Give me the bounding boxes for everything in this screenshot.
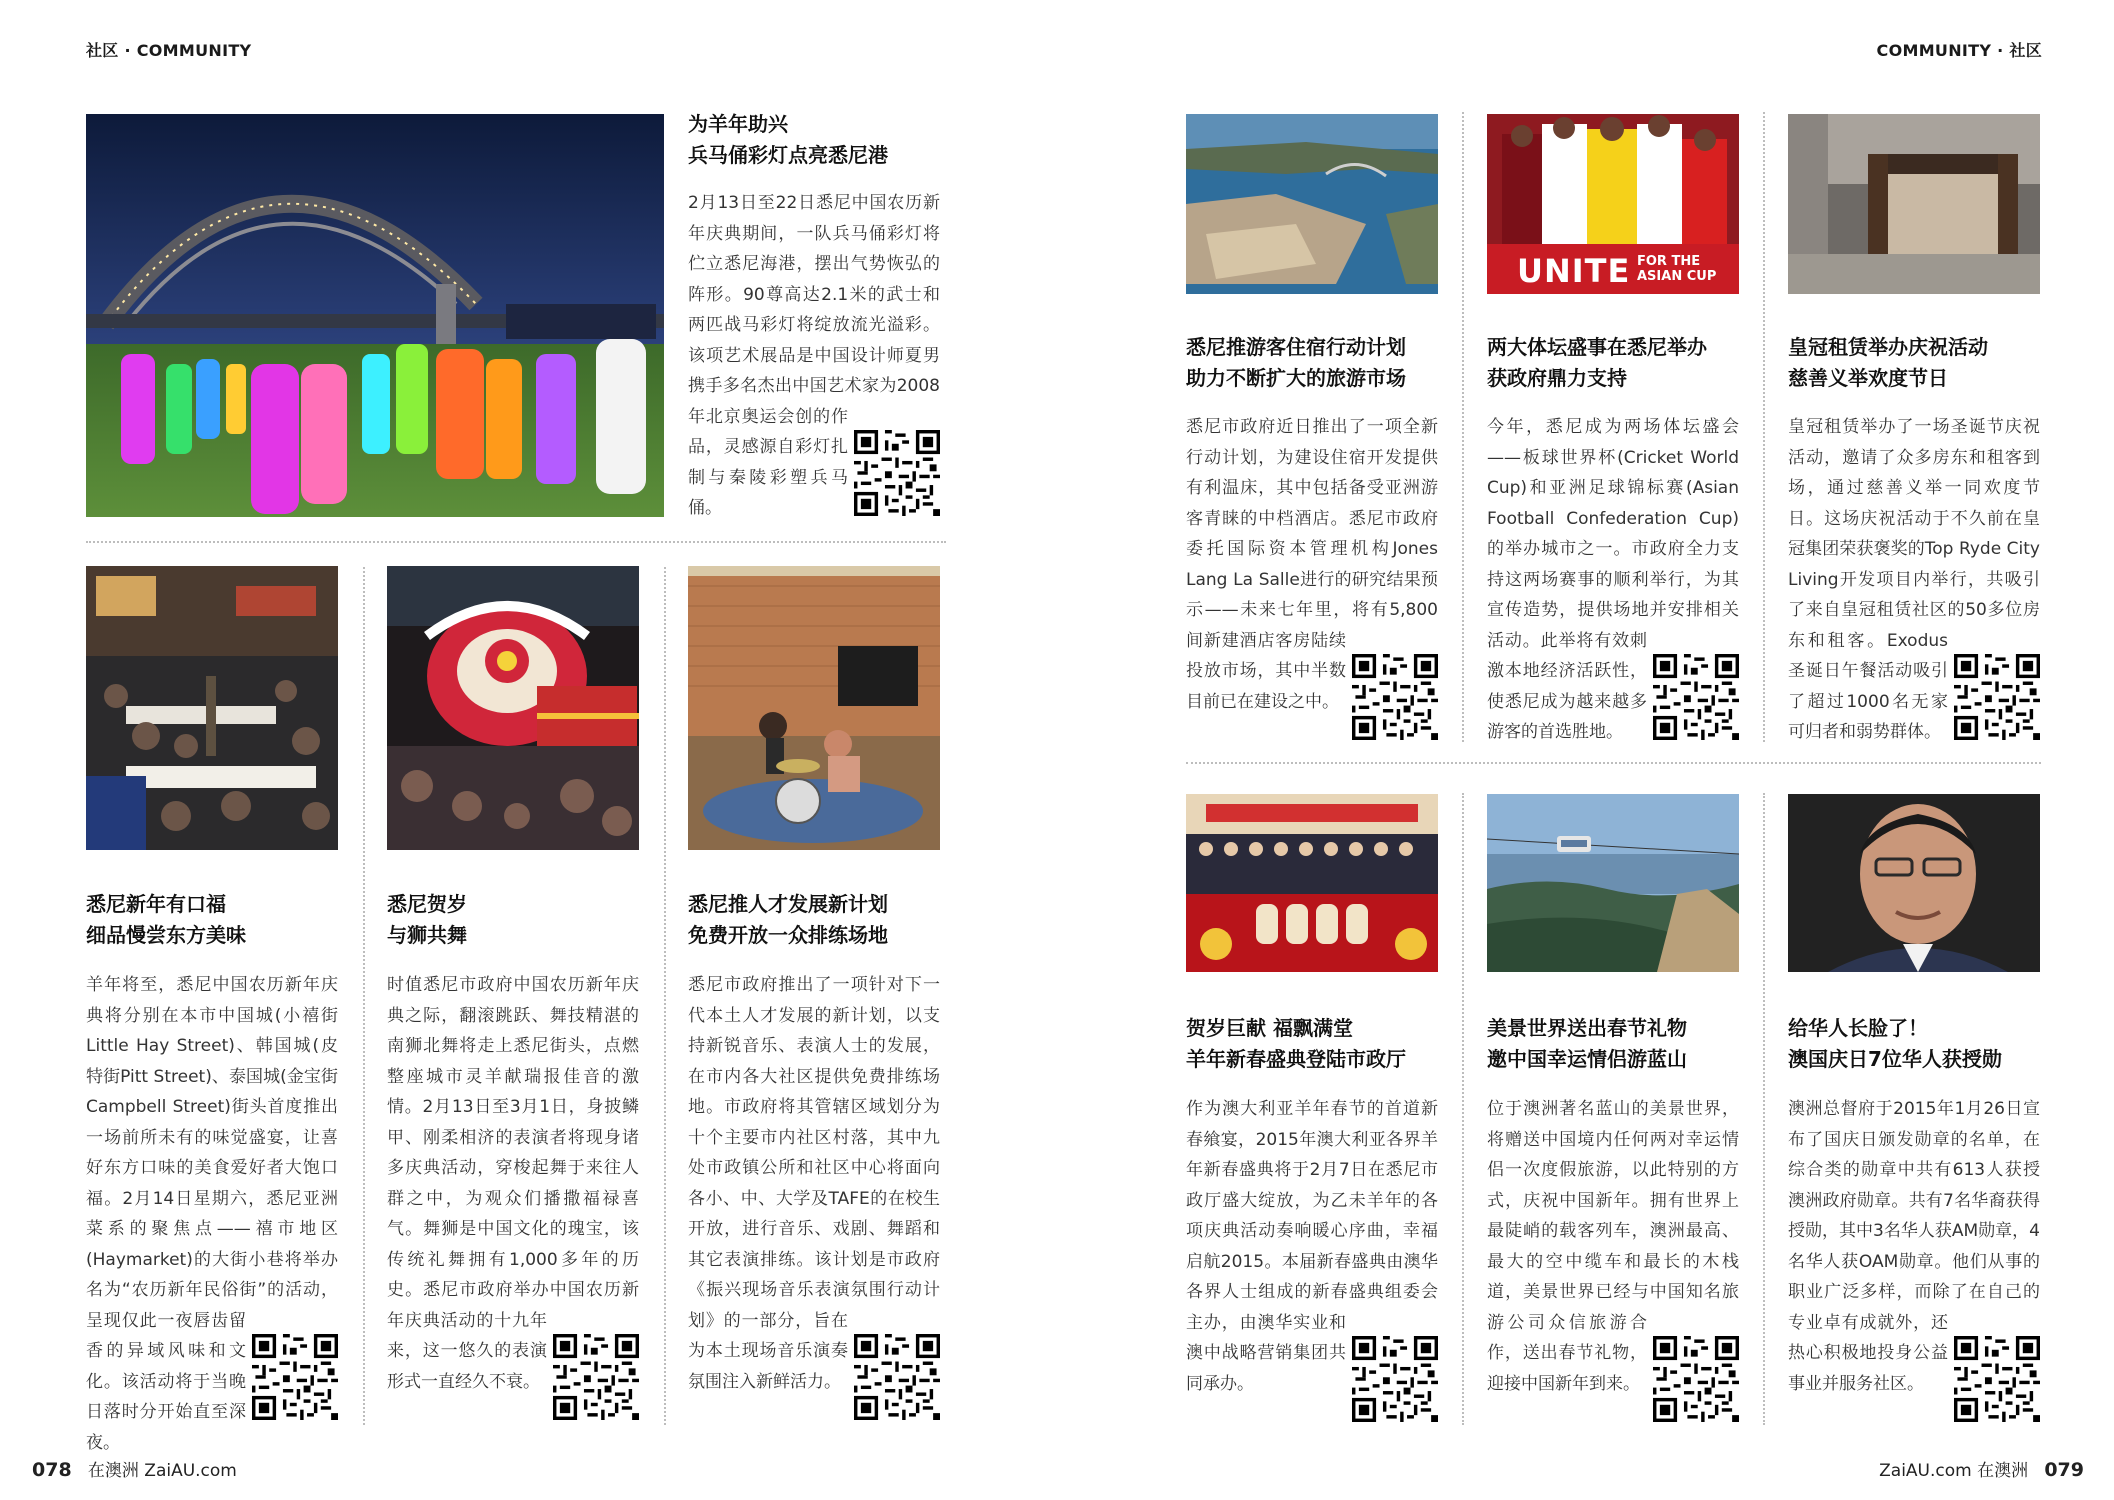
- qr-code-icon[interactable]: [1954, 654, 2040, 740]
- footer-site-text: ZaiAU.com 在澳洲: [1879, 1461, 2029, 1481]
- article-body-text: 时值悉尼市政府中国农历新年庆典之际，翻滚跳跃、舞技精湛的南狮北舞将走上悉尼街头，点燃整座城市灵羊献瑞报佳音的激情。2月13日至3月1日，身披鳞甲、刚柔相济的表演者将现身诸多庆典活动，穿梭起舞于来往人群之中，为观众们播撒福禄喜气。舞狮是中国文化的瑰宝，该传统礼舞拥有1,000多年的历史。悉尼市政府举办中国农历新年庆典活动的十九年来，这一悠久的表演形式一直经久不衰。: [387, 975, 639, 1392]
- article-body: [387, 970, 639, 1430]
- promo-asian-cup-text: [1637, 254, 1716, 284]
- photo-lion-dance: [387, 566, 639, 850]
- article-title: 皇冠租赁举办庆祝活动 慈善义举欢度节日: [1788, 335, 1988, 390]
- photo-harbour-aerial: [1186, 114, 1438, 294]
- qr-code-icon[interactable]: [1653, 654, 1739, 740]
- qr-code-icon[interactable]: [1352, 1336, 1438, 1422]
- photo-street-dining: [86, 566, 338, 850]
- article-title: 悉尼推游客住宿行动计划 助力不断扩大的旅游市场: [1186, 335, 1406, 390]
- article-title: 悉尼新年有口福 细品慢尝东方美味: [86, 892, 246, 947]
- article-body: [1788, 412, 2040, 752]
- article-body-text: 作为澳大利亚羊年春节的首道新春飨宴，2015年澳大利亚各界羊年新春盛典将于2月7日在悉尼市政厅盛大绽放，为乙未羊年的各项庆典活动奏响暖心序曲，幸福启航2015。本届新春盛典由澳华各界人士组成的新春盛典组委会主办，由澳华实业和澳中战略营销集团共同承办。: [1186, 1099, 1438, 1394]
- article-title: 悉尼推人才发展新计划 免费开放一众排练场地: [688, 892, 888, 947]
- photo-terracotta-lanterns: [86, 114, 664, 517]
- article-body-text: 悉尼市政府近日推出了一项全新行动计划，为建设住宿开发提供有利温床，其中包括备受亚洲游客青睐的中档酒店。悉尼市政府委托国际资本管理机构Jones Lang La Salle进行的研究结果预示——未来七年里，将有5,800间新建酒店客房陆续投放市场，其中半数目前已在建设之中。: [1186, 417, 1438, 712]
- promo-for-the: FOR THE: [1637, 254, 1701, 269]
- divider: [1186, 762, 2041, 764]
- qr-code-icon[interactable]: [1954, 1336, 2040, 1422]
- photo-new-year-gala: [1186, 794, 1438, 972]
- article-title: 两大体坛盛事在悉尼举办 获政府鼎力支持: [1487, 335, 1707, 390]
- qr-code-icon[interactable]: [854, 1334, 940, 1420]
- article-body: [1487, 412, 1739, 752]
- article-body: [688, 970, 940, 1430]
- divider: [1763, 112, 1765, 742]
- footer-left: [32, 1456, 237, 1481]
- promo-asian-cup: ASIAN CUP: [1637, 269, 1717, 284]
- qr-code-icon[interactable]: [553, 1334, 639, 1420]
- article-body-text: 悉尼市政府推出了一项针对下一代本土人才发展的新计划，以支持新锐音乐、表演人士的发展，在市内各大社区提供免费排练场地。市政府将其管辖区域划分为十个主要市内社区村落，其中九处市政镇公所和社区中心将面向各小、中、大学及TAFE的在校生开放，进行音乐、戏剧、舞蹈和其它表演排练。该计划是市政府《振兴现场音乐表演氛围行动计划》的一部分，旨在为本土现场音乐演奏氛围注入新鲜活力。: [688, 975, 940, 1392]
- article-title: 为羊年助兴 兵马俑彩灯点亮悉尼港: [688, 112, 888, 167]
- promo-unite-text: UNITE: [1517, 252, 1631, 290]
- article-body-text: 今年，悉尼成为两场体坛盛会——板球世界杯(Cricket World Cup)和亚洲足球锦标赛(Asian Football Confederation Cup)的举办城市之一。市政府全力支持这两场赛事的顺利举行，为其宣传造势，提供场地并安排相关活动。此举将有效刺激本地经济活跃性，使悉尼成为越来越多游客的首选胜地。: [1487, 417, 1739, 742]
- article-body-text: 澳洲总督府于2015年1月26日宣布了国庆日颁发勋章的名单，在综合类的勋章中共有613人获授澳洲政府勋章。共有7名华裔获得授勋，其中3名华人获AM勋章，4名华人获OAM勋章。他们从事的职业广泛多样，而除了在自己的专业卓有成就外，还热心积极地投身公益事业并服务社区。: [1788, 1099, 2040, 1394]
- page-number: 079: [2044, 1459, 2084, 1481]
- photo-asian-cup-promo: [1487, 114, 1739, 294]
- qr-code-icon[interactable]: [1352, 654, 1438, 740]
- photo-band-rehearsal: [688, 566, 940, 850]
- article-body-text: 位于澳洲著名蓝山的美景世界，将赠送中国境内任何两对幸运情侣一次度假旅游，以此特别的方式，庆祝中国新年。拥有世界上最陡峭的载客列车，澳洲最高、最大的空中缆车和最长的木栈道，美景世界已经与中国知名旅游公司众信旅游合作，送出春节礼物，迎接中国新年到来。: [1487, 1099, 1739, 1394]
- article-body: [688, 188, 940, 528]
- divider: [86, 541, 946, 543]
- article-title: 悉尼贺岁 与狮共舞: [387, 892, 467, 947]
- qr-code-icon[interactable]: [252, 1334, 338, 1420]
- footer-site-text: 在澳洲 ZaiAU.com: [87, 1461, 237, 1481]
- article-body: [1487, 1094, 1739, 1434]
- article-body: [1186, 1094, 1438, 1434]
- article-body-text: 2月13日至22日悉尼中国农历新年庆典期间，一队兵马俑彩灯将伫立悉尼海港，摆出气势恢弘的阵形。90尊高达2.1米的武士和两匹战马彩灯将绽放流光溢彩。该项艺术展品是中国设计师夏男携手多名杰出中国艺术家为2008年北京奥运会创的作品，灵感源自彩灯扎制与秦陵彩塑兵马俑。: [688, 193, 940, 518]
- article-body: [86, 970, 338, 1453]
- article-title: 美景世界送出春节礼物 邀中国幸运情侣游蓝山: [1487, 1016, 1687, 1071]
- qr-code-icon[interactable]: [1653, 1336, 1739, 1422]
- article-body-text: 羊年将至，悉尼中国农历新年庆典将分别在本市中国城(小禧街Little Hay Street)、韩国城(皮特街Pitt Street)、泰国城(金宝街Campbell Street)街头首度推出一场前所未有的味觉盛宴，让喜好东方口味的美食爱好者大饱口福。2月14日星期六，悉尼亚洲菜系的聚焦点——禧市地区(Haymarket)的大街小巷将举办名为“农历新年民俗街”的活动，呈现仅此一夜唇齿留香的异域风味和文化。该活动将于当晚日落时分开始直至深夜。: [86, 975, 338, 1453]
- photo-blue-mountains: [1487, 794, 1739, 972]
- footer-right: [1879, 1456, 2084, 1481]
- photo-award-recipient-portrait: [1788, 794, 2040, 972]
- divider: [363, 567, 365, 1425]
- article-body: [1788, 1094, 2040, 1434]
- divider: [1763, 793, 1765, 1425]
- article-body: [1186, 412, 1438, 752]
- article-title: 贺岁巨献 福飘满堂 羊年新春盛典登陆市政厅: [1186, 1016, 1406, 1071]
- photo-crown-building: [1788, 114, 2040, 294]
- divider: [1462, 793, 1464, 1425]
- page-number: 078: [32, 1459, 72, 1481]
- article-body-text: 皇冠租赁举办了一场圣诞节庆祝活动，邀请了众多房东和租客到场，通过慈善义举一同欢度节日。这场庆祝活动于不久前在皇冠集团荣获褒奖的Top Ryde City Living开发项目内举行，共吸引了来自皇冠租赁社区的50多位房东和租客。Exodus圣诞日午餐活动吸引了超过1000名无家可归者和弱势群体。: [1788, 417, 2040, 742]
- article-title: 给华人长脸了！ 澳国庆日7位华人获授勋: [1788, 1016, 2002, 1071]
- section-header-left: 社区 · COMMUNITY: [86, 41, 252, 60]
- section-header-right: COMMUNITY · 社区: [1876, 41, 2042, 60]
- divider: [664, 567, 666, 1425]
- divider: [1462, 112, 1464, 742]
- qr-code-icon[interactable]: [854, 430, 940, 516]
